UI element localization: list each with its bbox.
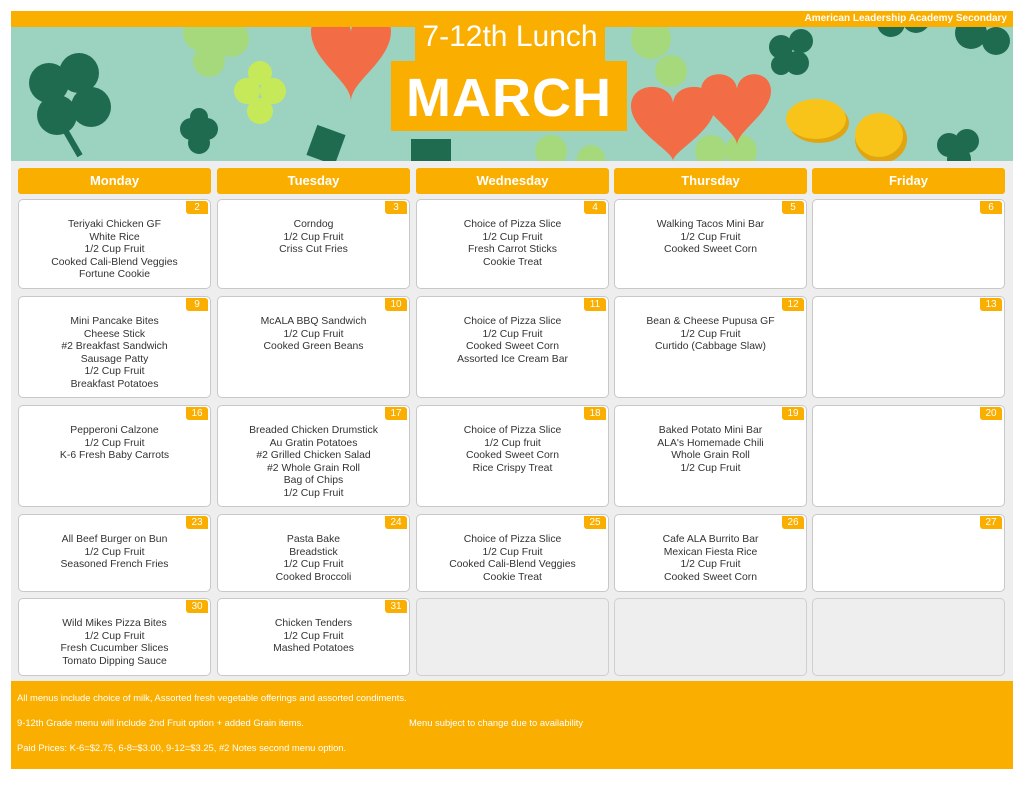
menu-item: K-6 Fresh Baby Carrots xyxy=(59,450,170,462)
menu-item: Mexican Fiesta Rice xyxy=(663,546,758,558)
menu-item: 1/2 Cup Fruit xyxy=(482,328,543,340)
date-badge: 18 xyxy=(584,407,606,420)
menu-items xyxy=(222,316,405,354)
menu-item: Cooked Broccoli xyxy=(275,571,352,583)
menu-item: 1/2 Cup Fruit xyxy=(283,328,344,340)
date-badge: 4 xyxy=(584,201,606,214)
menu-item: #2 Whole Grain Roll xyxy=(267,462,360,474)
date-badge: 23 xyxy=(186,516,208,529)
menu-item: Pasta Bake xyxy=(286,534,341,545)
menu-item: McALA BBQ Sandwich xyxy=(260,316,367,327)
date-badge: 19 xyxy=(782,407,804,420)
gold-coin-icon xyxy=(786,99,907,161)
calendar-cell xyxy=(18,296,211,398)
menu-item: Teriyaki Chicken GF xyxy=(68,219,161,230)
school-name: American Leadership Academy Secondary xyxy=(804,13,1007,24)
menu-item: 1/2 Cup Fruit xyxy=(84,244,145,256)
menu-item: Tomato Dipping Sauce xyxy=(62,655,167,667)
menu-subtitle: 7-12th Lunch xyxy=(415,11,605,61)
menu-items xyxy=(222,618,405,656)
date-badge: 30 xyxy=(186,600,208,613)
shamrock-icon xyxy=(29,53,111,157)
date-badge: 5 xyxy=(782,201,804,214)
menu-items xyxy=(619,534,802,584)
calendar-cell-empty xyxy=(812,598,1005,676)
date-badge: 20 xyxy=(980,407,1002,420)
menu-items xyxy=(23,534,206,572)
menu-item: Cooked Sweet Corn xyxy=(466,450,559,462)
calendar-cell xyxy=(217,199,410,289)
footer-line-grade: 9-12th Grade menu will include 2nd Fruit option + added Grain items. xyxy=(17,717,304,728)
calendar-cell xyxy=(18,598,211,676)
menu-item: Curtido (Cabbage Slaw) xyxy=(655,341,766,353)
shamrock-icon xyxy=(234,61,286,124)
menu-items xyxy=(23,425,206,463)
menu-items xyxy=(222,219,405,257)
menu-item: Sausage Patty xyxy=(80,353,149,365)
day-header-monday: Monday xyxy=(18,168,211,194)
calendar-cell xyxy=(812,199,1005,289)
menu-item: Cheese Stick xyxy=(83,328,146,340)
menu-items xyxy=(222,425,405,501)
menu-item: 1/2 Cup Fruit xyxy=(283,630,344,642)
menu-item: 1/2 Cup Fruit xyxy=(680,462,741,474)
menu-item: Corndog xyxy=(293,219,334,230)
menu-item: Bag of Chips xyxy=(283,475,344,487)
menu-item: Whole Grain Roll xyxy=(671,450,750,462)
menu-item: 1/2 Cup Fruit xyxy=(84,437,145,449)
date-badge: 12 xyxy=(782,298,804,311)
menu-item: Cooked Sweet Corn xyxy=(664,571,757,583)
menu-item: 1/2 Cup Fruit xyxy=(283,487,344,499)
date-badge: 25 xyxy=(584,516,606,529)
menu-item: Assorted Ice Cream Bar xyxy=(457,353,568,365)
footer-line-prices: Paid Prices: K-6=$2.75, 6-8=$3.00, 9-12=$3.25, #2 Notes second menu option. xyxy=(17,742,347,753)
menu-item: Choice of Pizza Slice xyxy=(463,425,562,436)
menu-item: Criss Cut Fries xyxy=(279,244,348,256)
menu-items xyxy=(619,219,802,257)
menu-item: 1/2 Cup Fruit xyxy=(680,328,741,340)
date-badge: 27 xyxy=(980,516,1002,529)
menu-item: Cookie Treat xyxy=(483,571,542,583)
menu-item: Cookie Treat xyxy=(483,256,542,268)
menu-item: 1/2 Cup Fruit xyxy=(283,559,344,571)
date-badge: 6 xyxy=(980,201,1002,214)
date-badge: 10 xyxy=(385,298,407,311)
calendar-cell xyxy=(614,199,807,289)
menu-items xyxy=(222,534,405,584)
menu-item: 1/2 Cup Fruit xyxy=(680,231,741,243)
calendar-cell xyxy=(812,405,1005,507)
calendar-cell-empty xyxy=(416,598,609,676)
menu-item: Cooked Green Beans xyxy=(263,341,364,353)
day-header-thursday: Thursday xyxy=(614,168,807,194)
footer-line-availability: Menu subject to change due to availability xyxy=(409,717,584,728)
menu-items xyxy=(619,316,802,354)
menu-item: ALA's Homemade Chili xyxy=(657,437,764,449)
menu-item: #2 Grilled Chicken Salad xyxy=(256,450,371,462)
calendar-cell-empty xyxy=(614,598,807,676)
heart-icon xyxy=(311,16,391,101)
menu-item: 1/2 Cup Fruit xyxy=(482,231,543,243)
menu-items xyxy=(421,425,604,475)
menu-items xyxy=(421,219,604,269)
shamrock-icon xyxy=(937,129,979,161)
date-badge: 17 xyxy=(385,407,407,420)
date-badge: 26 xyxy=(782,516,804,529)
day-header-tuesday: Tuesday xyxy=(217,168,410,194)
menu-item: Bean & Cheese Pupusa GF xyxy=(646,316,775,327)
calendar-cell xyxy=(217,405,410,507)
menu-item: 1/2 Cup Fruit xyxy=(482,546,543,558)
menu-item: Walking Tacos Mini Bar xyxy=(656,219,765,230)
menu-item: Fresh Cucumber Slices xyxy=(60,643,169,655)
calendar-cell xyxy=(18,405,211,507)
date-badge: 3 xyxy=(385,201,407,214)
menu-item: Breakfast Potatoes xyxy=(70,378,159,390)
menu-items xyxy=(619,425,802,475)
calendar-cell xyxy=(217,514,410,592)
menu-items xyxy=(23,618,206,668)
menu-items xyxy=(421,534,604,584)
header-banner xyxy=(11,11,1013,161)
menu-item: Choice of Pizza Slice xyxy=(463,219,562,230)
date-badge: 11 xyxy=(584,298,606,311)
date-badge: 16 xyxy=(186,407,208,420)
day-header-wednesday: Wednesday xyxy=(416,168,609,194)
calendar-cell xyxy=(416,405,609,507)
menu-item: Chicken Tenders xyxy=(274,618,353,629)
shamrock-icon xyxy=(180,108,218,154)
day-header-friday: Friday xyxy=(812,168,1005,194)
calendar-cell xyxy=(416,296,609,398)
menu-item: Rice Crispy Treat xyxy=(472,462,553,474)
menu-item: 1/2 Cup Fruit xyxy=(84,366,145,378)
calendar-cell xyxy=(614,296,807,398)
menu-item: Cooked Cali-Blend Veggies xyxy=(449,559,576,571)
menu-item: 1/2 Cup Fruit xyxy=(283,231,344,243)
calendar-cell xyxy=(18,514,211,592)
footer-notes xyxy=(11,681,1013,769)
date-badge: 9 xyxy=(186,298,208,311)
calendar-cell xyxy=(812,296,1005,398)
menu-item: Seasoned French Fries xyxy=(60,559,169,571)
month-title: MARCH xyxy=(391,61,627,131)
date-badge: 24 xyxy=(385,516,407,529)
calendar-cell xyxy=(416,199,609,289)
calendar-cell xyxy=(416,514,609,592)
menu-item: Baked Potato Mini Bar xyxy=(658,425,763,436)
menu-item: Fortune Cookie xyxy=(78,269,151,281)
menu-item: White Rice xyxy=(89,231,140,243)
menu-item: Cooked Sweet Corn xyxy=(466,341,559,353)
date-badge: 13 xyxy=(980,298,1002,311)
calendar-cell xyxy=(614,514,807,592)
menu-item: 1/2 Cup Fruit xyxy=(84,630,145,642)
menu-item: Au Gratin Potatoes xyxy=(269,437,358,449)
menu-item: Cooked Sweet Corn xyxy=(664,244,757,256)
calendar-cell xyxy=(217,296,410,398)
menu-item: #2 Breakfast Sandwich xyxy=(61,341,168,353)
menu-item: Wild Mikes Pizza Bites xyxy=(62,618,167,629)
footer-line-milk: All menus include choice of milk, Assorted fresh vegetable offerings and assorted condiments. xyxy=(17,692,407,703)
menu-item: Choice of Pizza Slice xyxy=(463,316,562,327)
menu-item: Choice of Pizza Slice xyxy=(463,534,562,545)
date-badge: 31 xyxy=(385,600,407,613)
menu-items xyxy=(23,316,206,392)
menu-item: Pepperoni Calzone xyxy=(70,425,159,436)
menu-item: All Beef Burger on Bun xyxy=(61,534,168,545)
menu-item: Cafe ALA Burrito Bar xyxy=(662,534,759,545)
menu-item: Breaded Chicken Drumstick xyxy=(249,425,378,436)
menu-item: Mashed Potatoes xyxy=(273,643,354,655)
menu-item: Fresh Carrot Sticks xyxy=(468,244,557,256)
menu-item: 1/2 Cup Fruit xyxy=(84,546,145,558)
calendar-cell xyxy=(812,514,1005,592)
menu-items xyxy=(421,316,604,366)
calendar-cell xyxy=(217,598,410,676)
menu-item: 1/2 Cup fruit xyxy=(484,437,541,449)
calendar-cell xyxy=(18,199,211,289)
menu-item: 1/2 Cup Fruit xyxy=(680,559,741,571)
menu-items xyxy=(23,219,206,282)
date-badge: 2 xyxy=(186,201,208,214)
menu-item: Cooked Cali-Blend Veggies xyxy=(51,256,178,268)
calendar-cell xyxy=(614,405,807,507)
menu-item: Breadstick xyxy=(289,546,338,558)
shamrock-icon xyxy=(769,29,813,75)
menu-item: Mini Pancake Bites xyxy=(70,316,159,327)
